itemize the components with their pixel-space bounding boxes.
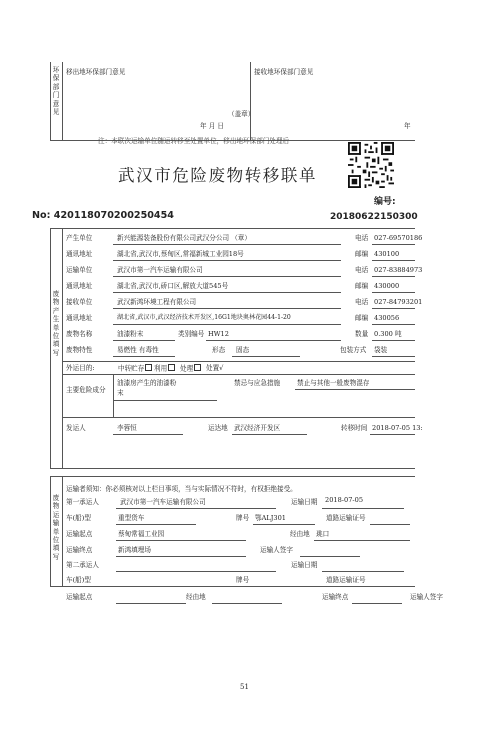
underline xyxy=(113,244,341,245)
underline xyxy=(322,571,404,572)
form-value: 固态 xyxy=(236,346,250,354)
carrier-addr-label: 通讯地址 xyxy=(66,282,93,290)
underline xyxy=(232,434,307,435)
underline xyxy=(113,324,341,325)
via-label: 经由地 xyxy=(290,530,310,538)
component-label: 主要危险成分 xyxy=(66,386,106,394)
option-label: 处置√ xyxy=(206,364,224,372)
plate2-label: 牌号 xyxy=(236,576,250,584)
option-label: 利用 xyxy=(154,364,168,373)
carrier-label: 运输单位 xyxy=(66,266,93,274)
border xyxy=(50,476,51,586)
seal-label: （盖章） xyxy=(228,110,255,118)
env-side-label: 环保部门意见 xyxy=(52,66,60,117)
waste-value: 油漆粉末 xyxy=(117,330,144,338)
underline xyxy=(314,540,410,541)
end-label: 运输终点 xyxy=(66,546,93,554)
border xyxy=(50,468,415,469)
vehicle-label: 车(船)型 xyxy=(66,514,91,522)
receiver-label: 接收单位 xyxy=(66,298,93,306)
checkbox-icon[interactable] xyxy=(194,364,201,371)
first-carrier-value: 武汉市第一汽车运输有限公司 xyxy=(120,498,206,506)
purpose-label: 外运目的: xyxy=(66,364,95,372)
receiver-zip-label: 邮编 xyxy=(355,314,369,322)
purpose-option-dispose[interactable] xyxy=(206,364,223,372)
underline xyxy=(116,508,276,509)
code-value: 20180622150300 xyxy=(330,212,418,222)
signer2-label: 运输人签字 xyxy=(410,593,443,601)
underline xyxy=(116,603,186,604)
underline xyxy=(372,308,415,309)
package-label: 包装方式 xyxy=(340,346,367,354)
border xyxy=(50,228,51,468)
end2-label: 运输终点 xyxy=(322,593,349,601)
purpose-option-storage[interactable] xyxy=(118,364,153,373)
underline xyxy=(116,540,246,541)
carrier-zip: 430000 xyxy=(374,282,400,290)
underline xyxy=(116,571,276,572)
underline xyxy=(113,292,341,293)
divider xyxy=(62,361,415,362)
underline xyxy=(113,434,183,435)
underline xyxy=(116,524,196,525)
via2-label: 经由地 xyxy=(186,593,206,601)
transport-date-label: 运输日期 xyxy=(291,498,318,506)
underline xyxy=(232,356,300,357)
option-label: 中转贮存 xyxy=(118,364,145,373)
via-value: 珧口 xyxy=(316,530,330,538)
producer-phone-label: 电话 xyxy=(355,234,369,242)
carrier-zip-label: 邮编 xyxy=(355,282,369,290)
receiver-phone: 027-84793201 xyxy=(374,298,423,306)
border xyxy=(50,62,51,140)
underline xyxy=(113,308,341,309)
underline xyxy=(295,389,415,390)
end-value: 新鸿填埋场 xyxy=(118,546,151,554)
purpose-option-treat[interactable] xyxy=(180,364,202,373)
underline xyxy=(113,340,175,341)
transfer-time-label: 转移时间 xyxy=(341,424,368,432)
receiver-value: 武汉新鸿环境工程有限公司 xyxy=(117,298,197,306)
vehicle-value: 重型货车 xyxy=(118,514,145,522)
transport-side-label: 废物运输单位填写 xyxy=(52,494,60,561)
plate-value: 鄂ALJ301 xyxy=(255,514,286,522)
receiver-phone-label: 电话 xyxy=(355,298,369,306)
underline xyxy=(372,292,415,293)
border xyxy=(50,476,415,477)
code-label: 编号: xyxy=(374,197,396,207)
divider xyxy=(113,374,114,417)
date-label: 年 月 日 xyxy=(200,122,224,130)
package-value: 袋装 xyxy=(374,346,388,354)
start-label: 运输起点 xyxy=(66,530,93,538)
option-label: 处理 xyxy=(180,364,194,373)
sender-value: 李蓉恒 xyxy=(117,424,137,432)
category-value: HW12 xyxy=(208,330,229,338)
underline xyxy=(113,400,217,401)
component-value-line2: 末 xyxy=(117,389,124,397)
cut-note: 注：本联次运输单位随运转移至处置单位，移出地环保部门处理后 xyxy=(98,137,290,145)
checkbox-icon[interactable] xyxy=(168,364,175,371)
underline xyxy=(370,524,410,525)
producer-addr-value: 湖北省,武汉市,蔡甸区,常福新城工业园18号 xyxy=(117,250,244,258)
checkbox-icon[interactable] xyxy=(145,364,152,371)
quantity-label: 数量 xyxy=(355,330,369,338)
purpose-option-utilize[interactable] xyxy=(154,364,176,373)
receiver-addr-value: 湖北省,武汉市,武汉经济技术开发区,16G1地块奥林花园44-1-20 xyxy=(117,314,291,321)
inflow-opinion-label: 接收地环保部门意见 xyxy=(254,68,314,76)
second-carrier-label: 第二承运人 xyxy=(66,561,99,569)
year-label: 年 xyxy=(404,122,411,130)
form-title: 武汉市危险废物转移联单 xyxy=(118,166,318,185)
underline xyxy=(372,276,415,277)
underline xyxy=(206,340,341,341)
sender-label: 发运人 xyxy=(66,424,86,432)
receiver-addr-label: 通讯地址 xyxy=(66,314,93,322)
permit-label: 道路运输证号 xyxy=(326,514,366,522)
signature-line[interactable] xyxy=(300,556,360,557)
border xyxy=(62,62,63,140)
waste-char-value: 易燃性 有毒性 xyxy=(117,346,159,354)
receiver-zip: 430056 xyxy=(374,314,400,322)
border xyxy=(50,228,415,229)
underline xyxy=(113,356,175,357)
underline xyxy=(322,508,404,509)
carrier-phone-label: 电话 xyxy=(355,266,369,274)
divider xyxy=(62,374,415,375)
underline xyxy=(116,586,196,587)
form-label: 形态 xyxy=(212,346,226,354)
producer-label: 产生单位 xyxy=(66,234,93,242)
border xyxy=(62,476,63,586)
measure-label: 禁忌与应急措施 xyxy=(234,379,281,387)
producer-value: 新兴能源装备股份有限公司武汉分公司 （章） xyxy=(117,234,251,242)
component-value-line1: 油漆房产生的油漆粉 xyxy=(117,379,177,387)
underline xyxy=(372,244,415,245)
start-value: 蔡甸常福工业园 xyxy=(118,530,165,538)
underline xyxy=(370,434,415,435)
underline xyxy=(352,603,402,604)
border xyxy=(62,228,63,468)
vehicle2-label: 车(船)型 xyxy=(66,576,91,584)
producer-phone: 027-69570186 xyxy=(374,234,423,242)
producer-zip-label: 邮编 xyxy=(355,250,369,258)
underline xyxy=(212,603,282,604)
underline xyxy=(253,524,315,525)
outflow-opinion-label: 移出地环保部门意见 xyxy=(66,68,126,76)
permit2-label: 道路运输证号 xyxy=(326,576,366,584)
signer-label: 运输人签字 xyxy=(260,546,293,554)
underline xyxy=(113,276,341,277)
carrier-phone: 027-83884973 xyxy=(374,266,423,274)
quantity-value: 0.300 吨 xyxy=(374,330,402,338)
producer-addr-label: 通讯地址 xyxy=(66,250,93,258)
first-carrier-label: 第一承运人 xyxy=(66,498,99,506)
border xyxy=(50,586,415,587)
underline xyxy=(372,324,415,325)
destination-label: 运达地 xyxy=(208,424,228,432)
plate-label: 牌号 xyxy=(236,514,250,522)
underline xyxy=(113,260,341,261)
waste-label: 废物名称 xyxy=(66,330,93,338)
carrier-value: 武汉市第一汽车运输有限公司 xyxy=(117,266,203,274)
measure-value: 禁止与其他一般废物混存 xyxy=(297,379,370,387)
producer-zip: 430100 xyxy=(374,250,400,258)
underline xyxy=(372,356,415,357)
start2-label: 运输起点 xyxy=(66,593,93,601)
underline xyxy=(372,260,415,261)
producer-side-label: 废物产生单位填写 xyxy=(52,290,60,357)
destination-value: 武汉经济开发区 xyxy=(234,424,281,432)
waste-char-label: 废物特性 xyxy=(66,346,93,354)
serial-number: No: 420118070200250454 xyxy=(32,210,174,221)
transport-notice: 运输者须知：你必须核对以上栏目事项，当与实际情况不符时，有权拒绝接受。 xyxy=(66,485,297,493)
transport-date-value: 2018-07-05 xyxy=(325,496,364,504)
underline xyxy=(372,340,415,341)
category-label: 类别编号 xyxy=(178,330,205,338)
carrier-addr-value: 湖北省,武汉市,硚口区,解放大道545号 xyxy=(117,282,229,290)
underline xyxy=(116,556,246,557)
border xyxy=(250,62,251,140)
transfer-time-value: 2018-07-05 13: xyxy=(372,424,423,432)
divider xyxy=(62,417,415,418)
page-number: 51 xyxy=(240,683,249,691)
qr-code-icon xyxy=(348,142,394,188)
second-date-label: 运输日期 xyxy=(291,561,318,569)
